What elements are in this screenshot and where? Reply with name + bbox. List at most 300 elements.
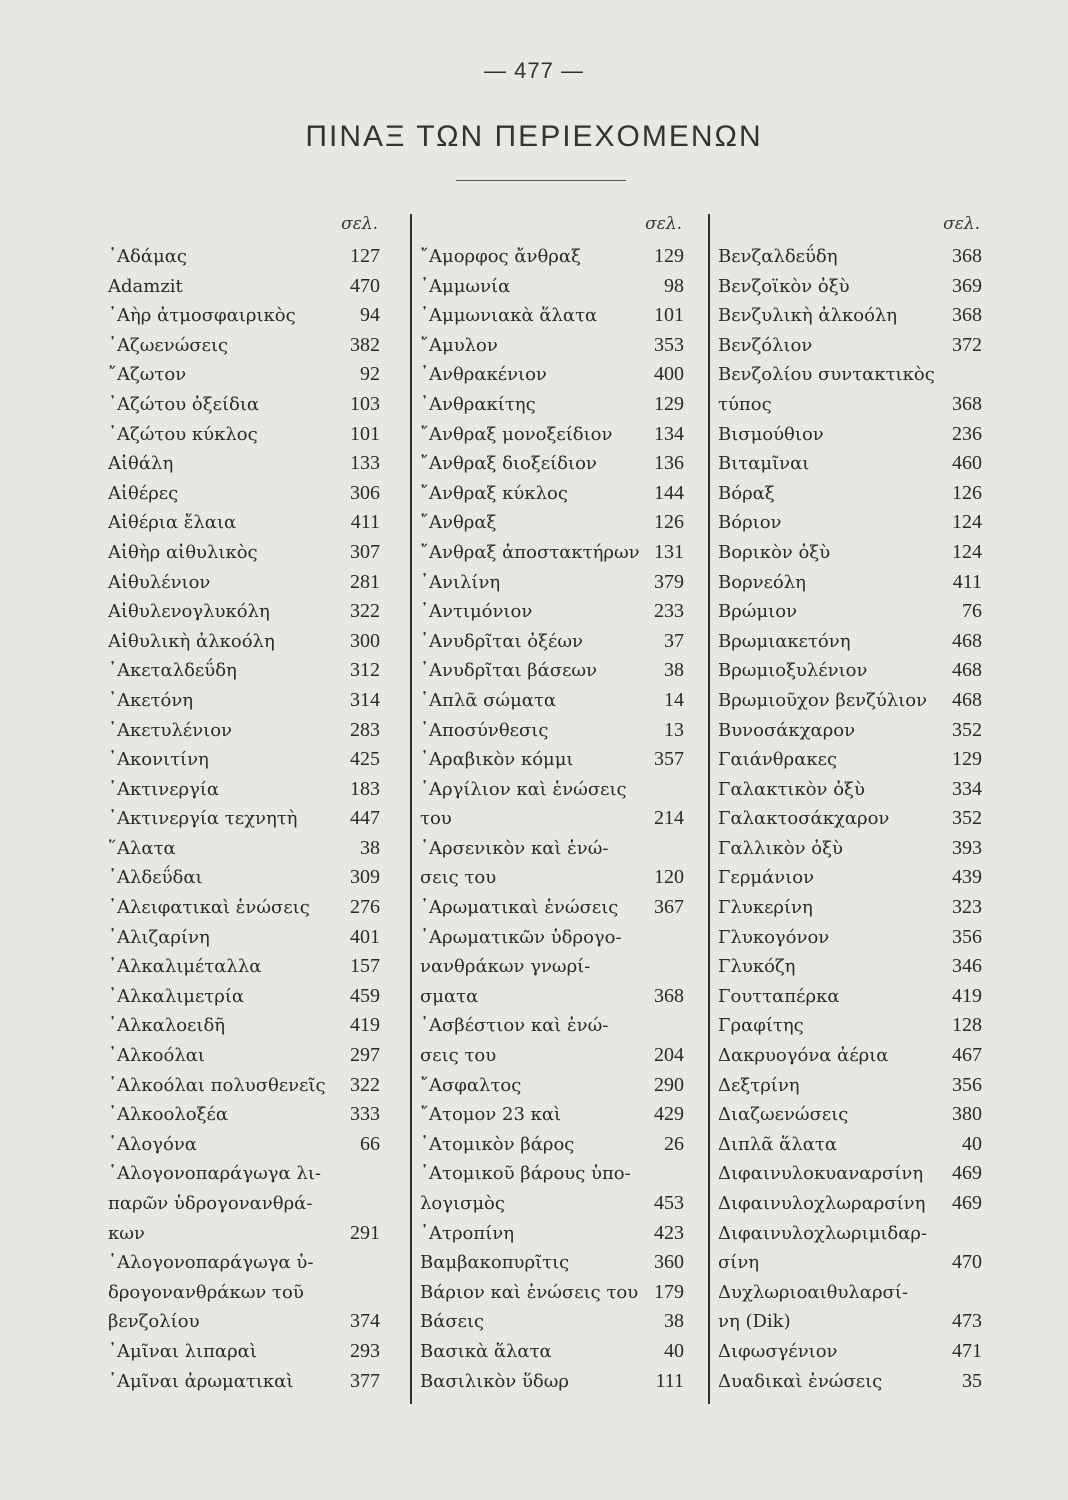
- index-entry: [108, 834, 380, 864]
- entry-page-number: 297: [350, 1044, 380, 1067]
- index-entry: [412, 1248, 684, 1278]
- entry-term: Βορνεόλη: [718, 571, 806, 593]
- entry-page-number: 38: [664, 659, 684, 682]
- entry-list: [108, 242, 380, 1396]
- entry-term: παρῶν ὑδρογονανθρά-: [108, 1193, 313, 1214]
- entry-term: ᾿Ανιλίνη: [420, 571, 501, 593]
- index-entry: [108, 1367, 380, 1397]
- entry-term: Βασικὰ ἅλατα: [420, 1340, 552, 1362]
- entry-page-number: 439: [952, 866, 982, 889]
- entry-page-number: 374: [350, 1310, 380, 1333]
- index-entry: [108, 508, 380, 538]
- entry-page-number: 290: [654, 1073, 684, 1096]
- entry-term: ᾿Αλκοολοξέα: [108, 1104, 228, 1126]
- index-entry: [108, 242, 380, 272]
- index-entry: [412, 1189, 684, 1219]
- entry-page-number: 323: [952, 896, 982, 919]
- entry-term: ᾿Αλκοόλαι: [108, 1045, 205, 1067]
- entry-term: Αἰθὴρ αἰθυλικὸς: [108, 541, 258, 563]
- entry-term: ᾿Αδάμας: [108, 246, 187, 267]
- index-entry: [710, 597, 982, 627]
- entry-term: σεις του: [420, 1045, 497, 1067]
- entry-page-number: 468: [952, 659, 982, 682]
- index-entry: [108, 331, 380, 361]
- index-entry: [412, 1337, 684, 1367]
- entry-term: ᾿Ατομικὸν βάρος: [420, 1133, 575, 1155]
- entry-term: Βορικὸν ὀξὺ: [718, 541, 831, 563]
- index-entry: [412, 242, 684, 272]
- index-entry: [710, 686, 982, 716]
- entry-page-number: 468: [952, 629, 982, 652]
- index-entry: [412, 1041, 684, 1071]
- entry-page-number: 470: [350, 274, 380, 297]
- index-entry: [412, 982, 684, 1012]
- entry-page-number: 322: [350, 1073, 380, 1096]
- index-entry: [710, 893, 982, 923]
- entry-term: Adamzit: [108, 275, 183, 297]
- entry-term: ᾿Αλκαλιμέταλλα: [108, 956, 262, 978]
- entry-term: ᾿Αρσενικὸν καὶ ἑνώ-: [420, 837, 609, 859]
- entry-page-number: 128: [952, 1014, 982, 1037]
- entry-page-number: 460: [952, 452, 982, 475]
- index-entry: [412, 1159, 684, 1189]
- entry-term: ᾿Ανυδρῖται ὀξέων: [420, 630, 583, 652]
- entry-term: ᾿Ανθρακένιον: [420, 364, 547, 386]
- entry-term: Διφωσγένιον: [718, 1340, 838, 1362]
- entry-page-number: 429: [654, 1103, 684, 1126]
- entry-page-number: 13: [664, 718, 684, 741]
- index-entry: [108, 1248, 380, 1278]
- index-entry: [710, 360, 982, 390]
- entry-page-number: 281: [350, 570, 380, 593]
- index-entry: [108, 390, 380, 420]
- index-entry: [710, 627, 982, 657]
- entry-page-number: 291: [350, 1221, 380, 1244]
- entry-page-number: 356: [952, 1073, 982, 1096]
- entry-page-number: 92: [360, 363, 380, 386]
- index-entry: [710, 1041, 982, 1071]
- entry-term: σματα: [420, 985, 479, 1007]
- index-entry: [710, 804, 982, 834]
- entry-page-number: 136: [654, 452, 684, 475]
- entry-term: Δεξτρίνη: [718, 1074, 800, 1096]
- entry-page-number: 183: [350, 777, 380, 800]
- index-entry: [412, 1278, 684, 1308]
- index-entry: [108, 1159, 380, 1189]
- entry-term: ῎Ανθραξ: [420, 512, 497, 534]
- entry-term: ᾿Ατροπίνη: [420, 1222, 514, 1244]
- entry-term: Βυνοσάκχαρον: [718, 719, 856, 741]
- entry-term: ᾿Αλκαλιμετρία: [108, 985, 245, 1007]
- index-entry: [108, 1011, 380, 1041]
- entry-page-number: 309: [350, 866, 380, 889]
- index-entry: [710, 863, 982, 893]
- entry-term: ᾿Αλκαλοειδῆ: [108, 1015, 226, 1037]
- index-entry: [108, 686, 380, 716]
- entry-page-number: 157: [350, 955, 380, 978]
- entry-page-number: 236: [952, 422, 982, 445]
- index-entry: [710, 1189, 982, 1219]
- entry-term: ᾿Αμμωνία: [420, 275, 511, 297]
- entry-term: Βενζυλικὴ ἀλκοόλη: [718, 305, 898, 327]
- index-entry: [108, 716, 380, 746]
- entry-page-number: 38: [664, 1310, 684, 1333]
- index-entry: [412, 1100, 684, 1130]
- index-entry: [412, 627, 684, 657]
- index-entry: [412, 331, 684, 361]
- entry-page-number: 369: [952, 274, 982, 297]
- entry-term: Διπλᾶ ἅλατα: [718, 1133, 838, 1155]
- index-entry: [108, 420, 380, 450]
- entry-page-number: 470: [952, 1251, 982, 1274]
- entry-page-number: 368: [952, 245, 982, 267]
- entry-term: Αἰθυλένιον: [108, 571, 211, 593]
- index-entry: [412, 893, 684, 923]
- index-entry: [108, 627, 380, 657]
- title-divider: [456, 180, 626, 181]
- index-entry: [710, 242, 982, 272]
- index-entry: [412, 804, 684, 834]
- entry-page-number: 423: [654, 1221, 684, 1244]
- index-entry: [412, 952, 684, 982]
- entry-page-number: 453: [654, 1192, 684, 1214]
- entry-term: ῾Αλογόνα: [108, 1133, 197, 1155]
- entry-term: ᾿Αλδεΰδαι: [108, 867, 203, 889]
- entry-term: Αἰθέρια ἔλαια: [108, 512, 237, 534]
- entry-term: Βενζολίου συντακτικὸς: [718, 364, 935, 386]
- entry-term: Βιταμῖναι: [718, 453, 810, 475]
- index-entry: [710, 1159, 982, 1189]
- index-entry: [108, 923, 380, 953]
- index-entry: [412, 745, 684, 775]
- index-entry: [412, 360, 684, 390]
- entry-term: Αἰθυλενογλυκόλη: [108, 601, 270, 623]
- index-entry: [412, 1367, 684, 1397]
- entry-page-number: 379: [654, 570, 684, 593]
- entry-term: ῎Αζωτον: [108, 364, 187, 386]
- entry-page-number: 333: [350, 1103, 380, 1126]
- entry-page-number: 352: [952, 807, 982, 830]
- index-entry: [710, 1100, 982, 1130]
- entry-term: ῾Αλογονοπαράγωγα ὑ-: [108, 1252, 314, 1274]
- entry-term: λογισμὸς: [420, 1193, 505, 1214]
- entry-term: Γαλακτοσάκχαρον: [718, 808, 890, 830]
- index-entry: [412, 863, 684, 893]
- index-entry: [412, 1130, 684, 1160]
- entry-page-number: 76: [962, 600, 982, 623]
- entry-term: Διαζωενώσεις: [718, 1104, 849, 1126]
- entry-term: τύπος: [718, 393, 772, 415]
- entry-page-number: 368: [654, 984, 684, 1007]
- index-entry: [710, 1278, 982, 1308]
- index-entry: [710, 1219, 982, 1249]
- index-entry: [710, 1071, 982, 1101]
- entry-term: Αἰθυλικὴ ἀλκοόλη: [108, 630, 275, 652]
- entry-term: ᾿Αζώτου ὀξείδια: [108, 393, 260, 415]
- entry-term: Διφαινυλοχλωριμιδαρ-: [718, 1222, 928, 1244]
- index-entry: [108, 1041, 380, 1071]
- entry-page-number: 306: [350, 481, 380, 504]
- entry-term: Βενζόλιον: [718, 334, 813, 356]
- entry-page-number: 66: [360, 1132, 380, 1155]
- entry-term: ᾿Αρωματικαὶ ἑνώσεις: [420, 897, 619, 919]
- entry-term: Δακρυογόνα ἀέρια: [718, 1045, 889, 1067]
- entry-page-number: 473: [952, 1310, 982, 1333]
- entry-page-number: 419: [350, 1014, 380, 1037]
- index-entry: [108, 1219, 380, 1249]
- index-column-3: [708, 214, 982, 1404]
- entry-term: ῎Ασφαλτος: [420, 1074, 522, 1096]
- index-entry: [108, 656, 380, 686]
- index-entry: [710, 390, 982, 420]
- entry-page-number: 120: [654, 866, 684, 889]
- index-entry: [108, 1071, 380, 1101]
- entry-term: ᾿Αζωενώσεις: [108, 334, 229, 356]
- index-entry: [710, 1367, 982, 1397]
- entry-page-number: 131: [654, 540, 684, 563]
- index-entry: [710, 449, 982, 479]
- index-entry: [108, 479, 380, 509]
- entry-term: ᾿Αραβικὸν κόμμι: [420, 749, 574, 771]
- index-entry: [710, 834, 982, 864]
- entry-page-number: 400: [654, 363, 684, 386]
- entry-page-number: 334: [952, 777, 982, 800]
- index-entry: [710, 716, 982, 746]
- entry-term: ᾿Αμῖναι ἀρωματικαὶ: [108, 1370, 294, 1392]
- index-entry: [710, 508, 982, 538]
- index-entry: [710, 479, 982, 509]
- entry-term: Διφαινυλοκυαναρσίνη: [718, 1163, 924, 1185]
- entry-term: ᾿Ακετόνη: [108, 689, 194, 711]
- entry-term: ῎Ανθραξ ἀποστακτήρων: [420, 541, 640, 563]
- entry-page-number: 353: [654, 333, 684, 356]
- index-entry: [710, 1011, 982, 1041]
- entry-term: ᾿Ατομικοῦ βάρους ὑπο-: [420, 1163, 631, 1185]
- entry-term: ᾿Ανυδρῖται βάσεων: [420, 660, 598, 682]
- page-title: ΠΙΝΑΞ ΤΩΝ ΠΕΡΙΕΧΟΜΕΝΩΝ: [305, 120, 763, 153]
- entry-page-number: 307: [350, 540, 380, 563]
- entry-page-number: 111: [655, 1369, 684, 1392]
- entry-term: σεις του: [420, 867, 497, 889]
- entry-term: ῎Αμυλον: [420, 334, 498, 356]
- index-entry: [108, 538, 380, 568]
- entry-term: ᾿Ακτινεργία: [108, 778, 220, 800]
- entry-page-number: 127: [350, 245, 380, 267]
- index-entry: [710, 1337, 982, 1367]
- entry-term: ᾿Αὴρ ἀτμοσφαιρικὸς: [108, 305, 296, 327]
- index-entry: [108, 893, 380, 923]
- entry-term: νανθράκων γνωρί-: [420, 956, 591, 978]
- index-entry: [108, 272, 380, 302]
- index-entry: [108, 804, 380, 834]
- index-entry: [412, 1071, 684, 1101]
- index-entry: [412, 568, 684, 598]
- entry-page-number: 377: [350, 1369, 380, 1392]
- entry-term: σίνη: [718, 1252, 760, 1274]
- entry-page-number: 40: [962, 1132, 982, 1155]
- index-entry: [108, 982, 380, 1012]
- index-entry: [710, 1130, 982, 1160]
- index-entry: [108, 863, 380, 893]
- entry-page-number: 357: [654, 748, 684, 771]
- index-entry: [412, 479, 684, 509]
- entry-page-number: 126: [654, 511, 684, 534]
- entry-term: ῎Αμορφος ἄνθραξ: [420, 246, 581, 267]
- entry-page-number: 471: [952, 1339, 982, 1362]
- index-entry: [108, 1307, 380, 1337]
- entry-page-number: 214: [654, 807, 684, 830]
- entry-term: του: [420, 808, 452, 830]
- entry-page-number: 204: [654, 1044, 684, 1067]
- entry-page-number: 129: [952, 748, 982, 771]
- entry-term: Αἰθάλη: [108, 453, 174, 475]
- entry-term: ᾿Ανθρακίτης: [420, 393, 536, 415]
- entry-term: ᾿Ακεταλδεΰδη: [108, 660, 237, 682]
- entry-page-number: 447: [350, 807, 380, 830]
- entry-term: Βασιλικὸν ὕδωρ: [420, 1370, 569, 1392]
- index-entry: [710, 775, 982, 805]
- entry-term: ῞Αλατα: [108, 837, 176, 859]
- entry-page-number: 98: [664, 274, 684, 297]
- entry-term: Βόραξ: [718, 482, 775, 504]
- entry-term: ᾿Ασβέστιον καὶ ἑνώ-: [420, 1015, 609, 1037]
- entry-term: ᾿Αμῖναι λιπαραὶ: [108, 1340, 257, 1362]
- entry-page-number: 467: [952, 1044, 982, 1067]
- entry-term: Γλυκερίνη: [718, 897, 813, 919]
- entry-page-number: 94: [360, 304, 380, 327]
- entry-term: ᾿Αμμωνιακὰ ἅλατα: [420, 305, 598, 327]
- entry-term: Δυαδικαὶ ἑνώσεις: [718, 1370, 883, 1392]
- index-entry: [412, 390, 684, 420]
- entry-term: Γουτταπέρκα: [718, 985, 840, 1007]
- entry-page-number: 360: [654, 1251, 684, 1274]
- entry-page-number: 129: [654, 245, 684, 267]
- entry-term: ῎Ανθραξ διοξείδιον: [420, 453, 597, 475]
- entry-page-number: 124: [952, 540, 982, 563]
- entry-page-number: 233: [654, 600, 684, 623]
- page-number: — 477 —: [484, 58, 584, 83]
- index-entry: [412, 775, 684, 805]
- index-entry: [412, 1011, 684, 1041]
- entry-page-number: 419: [952, 984, 982, 1007]
- entry-term: ᾿Αλειφατικαὶ ἑνώσεις: [108, 897, 310, 919]
- entry-term: Γαλακτικὸν ὀξὺ: [718, 778, 865, 800]
- entry-page-number: 133: [350, 452, 380, 475]
- index-entry: [412, 597, 684, 627]
- column-header-page: σελ.: [341, 214, 378, 234]
- entry-page-number: 103: [350, 392, 380, 415]
- entry-term: νη (Dik): [718, 1311, 791, 1333]
- entry-page-number: 101: [654, 304, 684, 327]
- entry-page-number: 14: [664, 688, 684, 711]
- index-entry: [108, 360, 380, 390]
- index-entry: [412, 508, 684, 538]
- index-entry: [108, 775, 380, 805]
- entry-page-number: 411: [350, 511, 380, 534]
- entry-term: ᾿Αλκοόλαι πολυσθενεῖς: [108, 1074, 326, 1096]
- entry-page-number: 276: [350, 896, 380, 919]
- entry-term: Βενζαλδεΰδη: [718, 246, 838, 267]
- entry-page-number: 314: [350, 688, 380, 711]
- entry-term: Γαλλικὸν ὀξὺ: [718, 837, 843, 859]
- index-entry: [710, 923, 982, 953]
- column-header-page: σελ.: [645, 214, 682, 234]
- entry-term: Γραφίτης: [718, 1015, 804, 1037]
- entry-page-number: 144: [654, 481, 684, 504]
- entry-page-number: 35: [962, 1369, 982, 1392]
- index-entry: [710, 982, 982, 1012]
- entry-page-number: 368: [952, 392, 982, 415]
- index-entry: [710, 331, 982, 361]
- index-entry: [412, 834, 684, 864]
- index-entry: [710, 301, 982, 331]
- entry-page-number: 26: [664, 1132, 684, 1155]
- index-entry: [108, 568, 380, 598]
- entry-term: Δυχλωριοαιθυλαρσί-: [718, 1281, 908, 1303]
- entry-term: ᾿Αργίλιον καὶ ἑνώσεις: [420, 778, 627, 800]
- entry-page-number: 425: [350, 748, 380, 771]
- entry-term: Βρωμιοξυλένιον: [718, 660, 868, 682]
- entry-term: Βρώμιον: [718, 601, 798, 623]
- index-entry: [412, 656, 684, 686]
- index-entry: [108, 597, 380, 627]
- entry-term: Βόριον: [718, 512, 782, 534]
- index-entry: [108, 1189, 380, 1219]
- entry-page-number: 469: [952, 1162, 982, 1185]
- index-entry: [412, 1219, 684, 1249]
- index-entry: [710, 538, 982, 568]
- index-entry: [710, 952, 982, 982]
- entry-term: δρογονανθράκων τοῦ: [108, 1281, 304, 1303]
- entry-term: ῎Ανθραξ κύκλος: [420, 482, 568, 504]
- entry-term: ῾Αλογονοπαράγωγα λι-: [108, 1163, 321, 1185]
- index-entry: [710, 568, 982, 598]
- entry-page-number: 367: [654, 896, 684, 919]
- entry-term: Γλυκογόνον: [718, 926, 830, 948]
- entry-term: Βρωμιοῦχον βενζύλιον: [718, 689, 928, 711]
- index-entry: [108, 1130, 380, 1160]
- entry-page-number: 459: [350, 984, 380, 1007]
- index-entry: [108, 449, 380, 479]
- entry-term: Γλυκόζη: [718, 956, 796, 978]
- entry-term: ᾿Αρωματικῶν ὑδρογο-: [420, 926, 622, 948]
- entry-term: Βαμβακοπυρῖτις: [420, 1252, 570, 1274]
- entry-term: Γαιάνθρακες: [718, 749, 838, 771]
- index-entry: [412, 686, 684, 716]
- index-entry: [108, 301, 380, 331]
- entry-term: Βενζοϊκὸν ὀξὺ: [718, 275, 850, 297]
- entry-page-number: 126: [952, 481, 982, 504]
- entry-term: βενζολίου: [108, 1311, 200, 1333]
- index-entry: [710, 272, 982, 302]
- entry-page-number: 356: [952, 925, 982, 948]
- index-entry: [412, 923, 684, 953]
- entry-term: Αἰθέρες: [108, 482, 179, 504]
- entry-term: ᾿Αποσύνθεσις: [420, 719, 549, 741]
- entry-term: ᾿Αλιζαρίνη: [108, 926, 210, 948]
- entry-page-number: 393: [952, 836, 982, 859]
- entry-page-number: 283: [350, 718, 380, 741]
- entry-term: Βρωμιακετόνη: [718, 630, 851, 652]
- entry-page-number: 38: [360, 836, 380, 859]
- index-entry: [710, 745, 982, 775]
- entry-page-number: 372: [952, 333, 982, 356]
- index-entry: [108, 952, 380, 982]
- entry-page-number: 368: [952, 304, 982, 327]
- entry-term: Διφαινυλοχλωραρσίνη: [718, 1193, 926, 1214]
- entry-page-number: 380: [952, 1103, 982, 1126]
- index-entry: [412, 449, 684, 479]
